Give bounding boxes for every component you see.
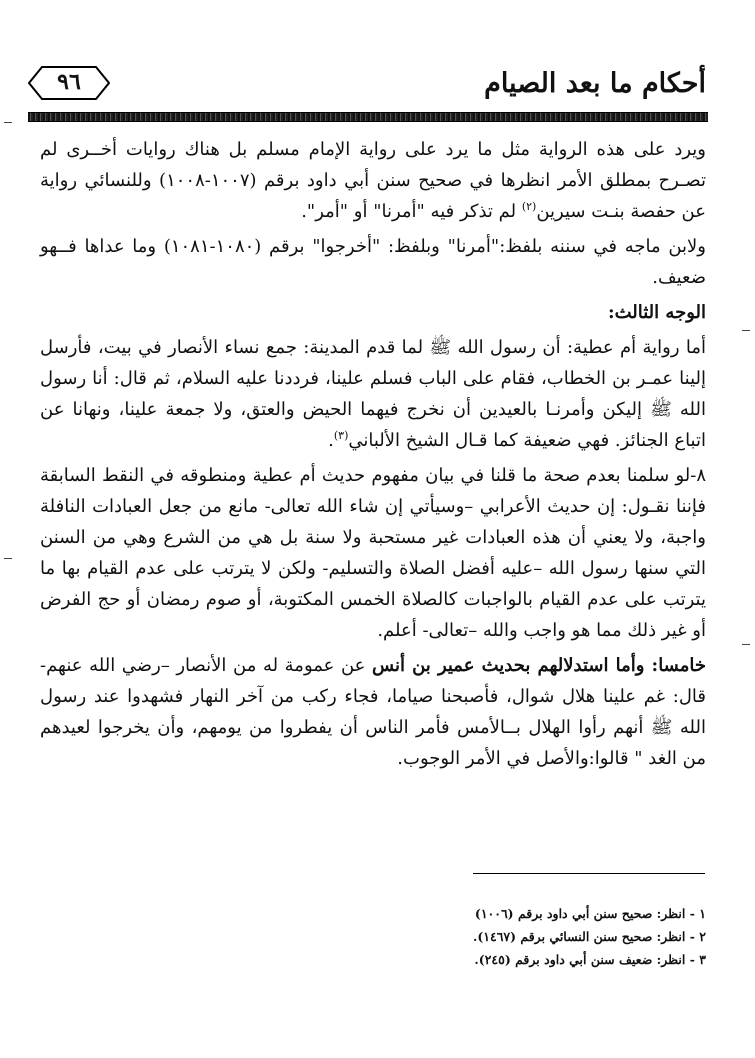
paragraph-4: ٨-لو سلمنا بعدم صحة ما قلنا في بيان مفهوم حديث أم عطية ومنطوقه في النقط السابقة فإننا نقـول: إن حديث الأعرابي –وسيأتي إن شاء الله تعالى- مانع من جعل العبادات النافلة واجبة، ولا يعني أن هذه العبادات غير مستحبة ولا سنة بل هي من الشرع وهي من السنن التي سنها رسول الله –عليه أفضل الصلاة والتسليم- ولكن لا يترتب على عدم القيام بها ما يترتب على عدم القيام بالواجبات كالصلاة الخمس المكتوبة، أو صوم رمضان أو حج الفرض أو غير ذلك مما هو واجب والله –تعالى- أعلم. <box>40 465 706 641</box>
footnote-1: ١ - انظر: صحيح سنن أبي داود برقم (١٠٠٦) <box>474 906 706 921</box>
paragraph-5 <box>40 650 706 774</box>
paragraph-3-end: . <box>328 430 334 451</box>
scan-mark <box>4 122 12 123</box>
page-number: ٩٦ <box>57 69 81 95</box>
page-number-frame <box>28 66 110 100</box>
paragraph-3-text: أما رواية أم عطية: أن رسول الله ﷺ لما قدم المدينة: جمع نساء الأنصار في بيت، فأرسل إلينا عمـر بن الخطاب، فقام على الباب فسلم علينا، فرددنا عليه السلام، ثم قال: أنا رسول الله ﷺ إليكن وأمرنـا بالعيدين أن نخرج فيهما الحيض والعتق، ولا جمعة علينا، ونهانا عن اتباع الجنائز. فهي ضعيفة كما قـال الشيخ الألباني <box>40 337 706 451</box>
footnote-2: ٢ - انظر: صحيح سنن النسائي برقم (١٤٦٧). <box>472 929 706 944</box>
footnote-ref-3: (٣) <box>333 429 349 442</box>
page-header <box>28 62 706 110</box>
paragraph-1-end: لم تذكر فيه "أمرنا" أو "أمر". <box>301 201 522 222</box>
footnote-divider <box>473 873 705 874</box>
paragraph-3 <box>40 332 706 456</box>
paragraph-1-text: ويرد على هذه الرواية مثل ما يرد على رواية الإمام مسلم بل هناك روايات أخــرى لم تصـرح بمطلق الأمر انظرها في صحيح سنن أبي داود برقم (١٠٠٧-١٠٠٨) وللنسائي رواية عن حفصة بنـت سيرين <box>40 139 706 222</box>
footnote-ref-2: (٢) <box>521 200 537 213</box>
scan-mark <box>742 644 750 645</box>
paragraph-5-lead: خامسا: وأما استدلالهم بحديث عمير بن أنس <box>372 655 706 676</box>
paragraph-5-text: عن عمومة له من الأنصار –رضي الله عنهم- قال: غم علينا هلال شوال، فأصبحنا صياما، فجاء ركب من آخر النهار فشهدوا عند رسول الله ﷺ أنهم رأوا الهلال بــالأمس فأمر الناس أن يفطروا من يومهم، وأن يخرجوا لعيدهم من الغد " قالوا:والأصل في الأمر الوجوب. <box>40 655 706 769</box>
book-title: أحكام ما بعد الصيام <box>484 68 706 99</box>
paragraph-1 <box>40 134 706 227</box>
scan-mark <box>4 558 12 559</box>
footnotes <box>300 902 706 971</box>
footnote-3: ٣ - انظر: ضعيف سنن أبي داود برقم (٢٤٥). <box>474 952 706 967</box>
section-heading: الوجه الثالث: <box>607 302 706 323</box>
scan-mark <box>742 330 750 331</box>
main-text <box>40 134 706 778</box>
header-rule <box>28 112 708 122</box>
paragraph-2: ولابن ماجه في سننه بلفظ:"أمرنا" وبلفظ: "أخرجوا" برقم (١٠٨٠-١٠٨١) وما عداها فــهو ضعيف. <box>40 236 706 288</box>
